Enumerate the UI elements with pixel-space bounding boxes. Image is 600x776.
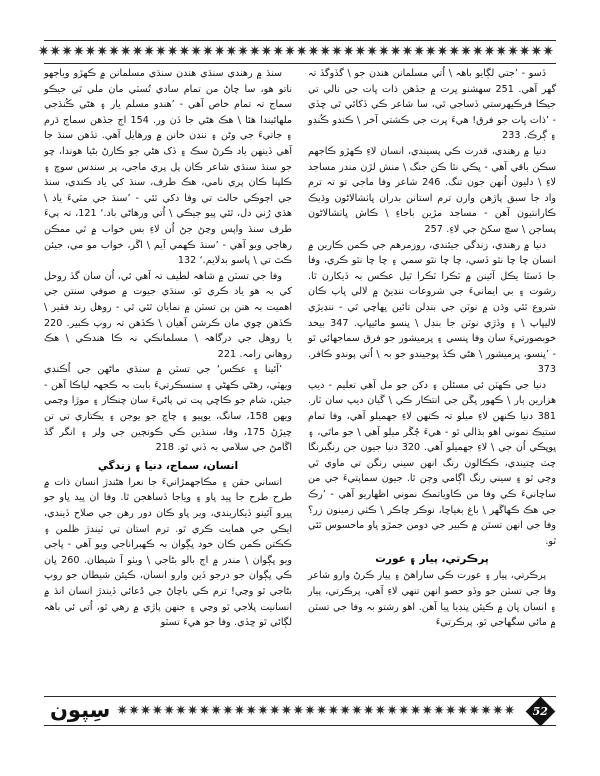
flower-ornament-icon: ✷ bbox=[257, 703, 269, 719]
flower-ornament-icon: ✷ bbox=[128, 703, 140, 719]
flower-ornament-icon: ✷ bbox=[503, 703, 516, 719]
flower-ornament-icon: ✷ bbox=[377, 43, 390, 61]
column-container bbox=[44, 66, 556, 680]
page-footer bbox=[44, 694, 556, 728]
flower-ornament-icon: ✷ bbox=[362, 703, 375, 719]
flower-ornament-icon: ✷ bbox=[518, 43, 531, 61]
top-ornament-band bbox=[37, 40, 556, 64]
flower-ornament-icon: ✷ bbox=[530, 43, 543, 61]
flower-ornament-icon: ✷ bbox=[401, 43, 414, 61]
flower-ornament-icon: ✷ bbox=[424, 43, 437, 61]
flower-ornament-icon: ✷ bbox=[386, 703, 398, 719]
footer-content bbox=[44, 699, 556, 723]
flower-ornament-icon: ✷ bbox=[190, 43, 202, 61]
body-paragraph: ’آئينا ۽ عڪس‘ جي تسٽن ۾ سنڌي ماڻهن جي اُڪنڊي ويهٽي، رهڻي ڪهڻي ۽ سنسڪرتيءَ بابت بہ ڪجهہ لياڪا آهن - جيئن، شام جو ڪاڇي پت تي پاڻيءَ سان چنڪار ۽ موڙا وڄمي ويهن 158، سانگ، يوپيو ۽ چاچ جو يوجن ۽ يڪتاري تي تن چيڙڻ 175، وفا، سنڌين ڪي ڪونڄين جي ولر ۽ انگر گڏ اڱامڻ جي سلامي بہ ڏني ٿو. 218 bbox=[44, 364, 292, 454]
flower-ornament-icon: ✷ bbox=[245, 703, 258, 719]
flower-ornament-icon: ✷ bbox=[166, 43, 179, 61]
section-heading: پرڪرتي، پيار ۽ عورت bbox=[375, 553, 489, 566]
flower-ornament-icon: ✷ bbox=[507, 43, 519, 61]
flower-ornament-icon: ✷ bbox=[210, 703, 222, 719]
flower-ornament-icon: ✷ bbox=[186, 703, 199, 719]
flower-ornament-icon: ✷ bbox=[542, 43, 554, 61]
flower-ornament-icon: ✷ bbox=[198, 703, 211, 719]
body-paragraph: دنيا ۾ رهندي، قدرت ڪي پسيندي، انسان لاءِ ڪهڙو ڪاجهم سڪن باقي آهي - ڀڪي نٿا ڪن جنگ \ منش لڙن مندر مساجد لاءِ \ دليون اُنهن جون تنگ. 246 شاعر وفا ماجي تو تہ ترم واد جا سبق پاڙهن وارن ترم استانن بدران ڀاٺشالاڻون وڌيڪ ڪارانتيون آهن - مساجد مڙين باجاءِ \ ڪاش ڀاٺشالاڻون پساجن \ سچ سکڻ جي لاءِ. 257 bbox=[308, 145, 556, 235]
flower-ornament-icon: ✷ bbox=[351, 703, 363, 719]
flower-ornament-icon: ✷ bbox=[307, 43, 320, 61]
flower-ornament-icon: ✷ bbox=[413, 43, 425, 61]
footer-ornament-row bbox=[112, 704, 519, 718]
body-paragraph: پرڪرتي، پيار ۽ عورت ڪي ساراهڻ ۽ پيار ڪرڻ وارو شاعر وفا جي تسٽن جو وڏو حصو انهن تنهي لاءِ آهي، پرڪرتي، پيار ۽ انسان ڀان ۾ ڪيئن ڀنڊيا ڀيا آهن. اهو رشتو بہ وفا جي تسٽن ۾ مائي سگهاجي ٿو. پرڪرتيءَ bbox=[308, 570, 556, 629]
flower-ornament-icon: ✷ bbox=[248, 43, 261, 61]
flower-ornament-icon: ✷ bbox=[37, 43, 50, 61]
magazine-title: سِپون bbox=[50, 698, 111, 722]
flower-ornament-icon: ✷ bbox=[304, 703, 316, 719]
flower-ornament-icon: ✷ bbox=[421, 703, 434, 719]
flower-ornament-icon: ✷ bbox=[339, 703, 352, 719]
flower-ornament-icon: ✷ bbox=[456, 703, 469, 719]
flower-ornament-icon: ✷ bbox=[163, 703, 175, 719]
flower-ornament-icon: ✷ bbox=[468, 703, 481, 719]
ornament-flower-row bbox=[37, 43, 556, 61]
flower-ornament-icon: ✷ bbox=[366, 43, 378, 61]
flower-ornament-icon: ✷ bbox=[151, 703, 164, 719]
body-paragraph: وفا جي تسٽن ۾ شاهہ لطيف تہ آهي ئي، اُن سان گڏ روحل کي بہ هو ياد ڪري ٿو. سنڌي جيوت ۾ صوفي سنتن جي اهميت بہ هنن ٻن تسٽن ۾ نمايان ٿئي ٿي - روهل رند فقير \ ڪڏهن چوي مان ڪرشن آهيان \ ڪڏهن تہ روپ ڪبير. 220 يا روهل جي درگاهہ \ مسلمانڪي نہ ڪا هندڪي \ هڪ روهاني رامہ. 221 bbox=[44, 270, 292, 360]
flower-ornament-icon: ✷ bbox=[178, 43, 191, 61]
flower-ornament-icon: ✷ bbox=[72, 43, 85, 61]
flower-ornament-icon: ✷ bbox=[237, 43, 249, 61]
flower-ornament-icon: ✷ bbox=[342, 43, 355, 61]
ornament-rule-bottom bbox=[44, 63, 556, 64]
flower-ornament-icon: ✷ bbox=[433, 703, 445, 719]
flower-ornament-icon: ✷ bbox=[327, 703, 340, 719]
flower-ornament-icon: ✷ bbox=[119, 43, 132, 61]
section-heading: انسان، سماج، دنيا ۽ زندگي bbox=[97, 459, 239, 472]
flower-ornament-icon: ✷ bbox=[116, 703, 129, 719]
flower-ornament-icon: ✷ bbox=[389, 43, 402, 61]
text-column-right bbox=[44, 66, 292, 680]
body-paragraph: ڏسو - ’جتي لڳايو باهہ \ اُتي مسلمانن هندن جو \ گڏوگڏ تہ گهر آهي. 251 سهشنو ڀرت ۾ جڏهن ذات ڀات جي نالي تي جيڪا فرڪيهرستي ڏساجي ٿي، سا شاعر ڪي ڏکائي ٿي ڇڏي - ’ذات ڀات جو فرق! هيءَ ڀرت جي ڪشتي آخر \ ڪندو ڪُنڊو ۽ ڳرڪ. 233 bbox=[308, 68, 557, 142]
footer-rule-bottom bbox=[44, 725, 556, 726]
flower-ornament-icon: ✷ bbox=[315, 703, 328, 719]
flower-ornament-icon: ✷ bbox=[108, 43, 120, 61]
flower-ornament-icon: ✷ bbox=[374, 703, 387, 719]
flower-ornament-icon: ✷ bbox=[491, 703, 504, 719]
page-number-badge bbox=[519, 696, 561, 726]
flower-ornament-icon: ✷ bbox=[49, 43, 62, 61]
flower-ornament-icon: ✷ bbox=[284, 43, 296, 61]
flower-ornament-icon: ✷ bbox=[175, 703, 187, 719]
flower-ornament-icon: ✷ bbox=[213, 43, 226, 61]
flower-ornament-icon: ✷ bbox=[131, 43, 144, 61]
footer-rule-top bbox=[44, 696, 556, 697]
flower-ornament-icon: ✷ bbox=[483, 43, 496, 61]
flower-ornament-icon: ✷ bbox=[319, 43, 332, 61]
body-paragraph: انساني حقن ۽ مڪاجهمڙانيءَ جا نعرا هڻندڙ انسان ذات ۾ طرح طرح جا ڀيد ڀاو ۽ وياجا ڏساهجن ٿا. وفا ان ڀيد ڀاو جو ڀيرو آئينو ڏيکاريندي، وير ڀاو ڪان دور رهن جي صلاح ڏيندي، ايڪي جي همايت ڪري ٿو. ترم استان تي ٽيندڙ ظلمن ۽ ڪڪتن ڪمن ڪان خود ڀڳوان بہ ڪهبراناجي ويو آهي - ڀاجي ويو ڀڳوان \ مندر ۾ اڄ بالو بڻاجي \ ويٺو آ شيطان. 260 ڀان ڪي ڀڳوان جو درجو ڏين وارو انسان، ڪيئن شيطان جو روپ بڻاجي ٿو وڃي! ترم ڪي باچاڻ جي دُعائي ڏيندڙ انسان انڌ ۾ انسانيت ڀلاجي ٿو وڃي ۽ جنهن پاڙي ۾ رهي ٿو، اُتي ئي باهہ لڳائي ٿو ڇڏي. وفا جو هيءَ تسٽو bbox=[44, 476, 293, 629]
flower-ornament-icon: ✷ bbox=[260, 43, 273, 61]
flower-ornament-icon: ✷ bbox=[139, 703, 152, 719]
flower-ornament-icon: ✷ bbox=[436, 43, 449, 61]
ornament-rule-top bbox=[44, 40, 556, 41]
flower-ornament-icon: ✷ bbox=[272, 43, 285, 61]
flower-ornament-icon: ✷ bbox=[471, 43, 484, 61]
flower-ornament-icon: ✷ bbox=[233, 703, 246, 719]
flower-ornament-icon: ✷ bbox=[268, 703, 281, 719]
flower-ornament-icon: ✷ bbox=[201, 43, 214, 61]
flower-ornament-icon: ✷ bbox=[292, 703, 305, 719]
flower-ornament-icon: ✷ bbox=[295, 43, 308, 61]
flower-ornament-icon: ✷ bbox=[96, 43, 109, 61]
body-paragraph: دنيا جي ڪهٽن ئي مسئلن ۽ دکن جو مل آهي تعليم - ديپ هزارين ٻار \ ڪهور ڀڱن جي انتڪار ڪي \ ڱيان ديپ سان ٽار. 381 دنيا ڪنهن لاءِ ميلو تہ ڪنهن لاءِ جهميلو آهي، وفا تمام ستيڪ نموني اهو ٻڌالي ٿو - هيءَ ڄُڱر ميلو آهي \ جو ماٿي، ۽ ڀوڀڪي اُن جي \ لاءِ جهميلو آهي. 320 دنيا جيون جن رنگبرنگا چٽ چتيندي، ڪڪالون رنگ انهن سيني رنگن تي ماوي ٿي وڄي ٿو ۽ سيني رنگ اڳامي وڄن ٿا. جيون سماپتيءَ جي من ساچانيءَ ڪي وفا من ڪاوياتمڪ نموني اظهاريو آهي - ’رڪ جي هڪ ڪهاڱهر \ باغ بغياچا، نوڪر چاڪر \ ڪٺي زمينون زر؟ وفا جي انهن تسٽن ۾ ڪبير جي دومن جمڙو ڀاو ماحسوس ٿئي ٿو. bbox=[308, 379, 556, 547]
flower-ornament-icon: ✷ bbox=[448, 43, 461, 61]
flower-ornament-icon: ✷ bbox=[155, 43, 167, 61]
flower-ornament-icon: ✷ bbox=[444, 703, 457, 719]
flower-ornament-icon: ✷ bbox=[480, 703, 492, 719]
flower-ornament-icon: ✷ bbox=[143, 43, 156, 61]
flower-ornament-icon: ✷ bbox=[460, 43, 472, 61]
flower-ornament-icon: ✷ bbox=[354, 43, 367, 61]
flower-ornament-icon: ✷ bbox=[84, 43, 97, 61]
flower-ornament-icon: ✷ bbox=[495, 43, 508, 61]
flower-ornament-icon: ✷ bbox=[61, 43, 73, 61]
flower-ornament-icon: ✷ bbox=[331, 43, 343, 61]
article-body bbox=[44, 66, 556, 680]
text-column-left bbox=[308, 66, 556, 680]
page-number: 52 bbox=[532, 704, 548, 718]
body-paragraph: سنڌ ۾ رهندي سنڌي هندن سنڌي مسلمانن ۾ ڪهڙو وياجهو ناتو هو، سا چاڻ من تمام سادي تُسٽي مان ملي ٿي جيڪو سماج تہ تمام خاص آهي - ’هندو مسلم يار ۽ هڻي ڪُنڌجي ملهائيندا هئا \ هڪ هڻي جا ڏن ور. 154 اڄ جڏهن سماج ڌرم ۽ جاتيءَ جي وڻن ۽ ننڍن خانن ۾ ورهايل آهي. تڏهن سنڌ جا آهي ڏينهن ياد ڪرڻ سڪ ۽ ڏک هڻي جو ڪارڻ بڻيا هوندا، چو جو سنڌ سنڌي شاعر ڪان پل پري ماجي، پر سندس سوچ ۽ ڪلپنا ڪان پري نامي، هڪ طرف، سنڌ کي ياد ڪندي، سنڌ جي اڄوڪي حالت تي وفا دکي ٿئي - ’سنڌ جي مٽيءَ ياد \ هڌي رُني دل، ٿئي پيو جيڪي \ اُتي ورهاڻي باد.‘ 121، تہ ٻيءَ طرف سنڌ واپس وڃڻ جڻ اُن لاءِ بس خواب ۾ ٿي ممڪن رهاجي ويو آهي - ’سنڌ ڪهمي آيم \ اڱر، خواب مو مي، جيئن ڪٿ تي \ پاسو بدلايم.‘ 132 bbox=[44, 68, 293, 267]
flower-ornament-icon: ✷ bbox=[221, 703, 234, 719]
body-paragraph: دنيا ۾ رهندي، زندگي جيئندي، روزمرهم جي ڪمن ڪارين ۾ انسان چا چا نٿو ڏسي، چا چا نٿو سمي ۽ چا چا نٿو ڪري، وفا جا ڏسٽا يڪل آئينن ۾ ٽڪرا ٽڪرا ٿيل عڪس بہ ڏيکارن ٿا. رشوت ۽ بي ايمانيءَ جي شروعات ننڍيڻ ۾ لالي ڀاپ ڪان شروع ٿئي وڌن ۾ نوٽن جي بنڊلن تائين ڀهاچي ٿي - ننڍيڙي لاليڀاپ \ ۽ وڏڙي نوٽن جا بنڊل \ ڀنسو مائيڀاپ. 347 بيحد خوبصورتيءَ سان وفا ڀنسي ۽ ڀرميشور جو فرق سماجهائي ٿو - ’ڀنسو، ڀرميشور \ هڻي ڪڏ پوجيندو جو بہ \ اُتي پوندو ڪافر. 373 bbox=[308, 239, 556, 376]
flower-ornament-icon: ✷ bbox=[409, 703, 422, 719]
flower-ornament-icon: ✷ bbox=[280, 703, 293, 719]
flower-ornament-icon: ✷ bbox=[397, 703, 410, 719]
flower-ornament-icon: ✷ bbox=[225, 43, 238, 61]
